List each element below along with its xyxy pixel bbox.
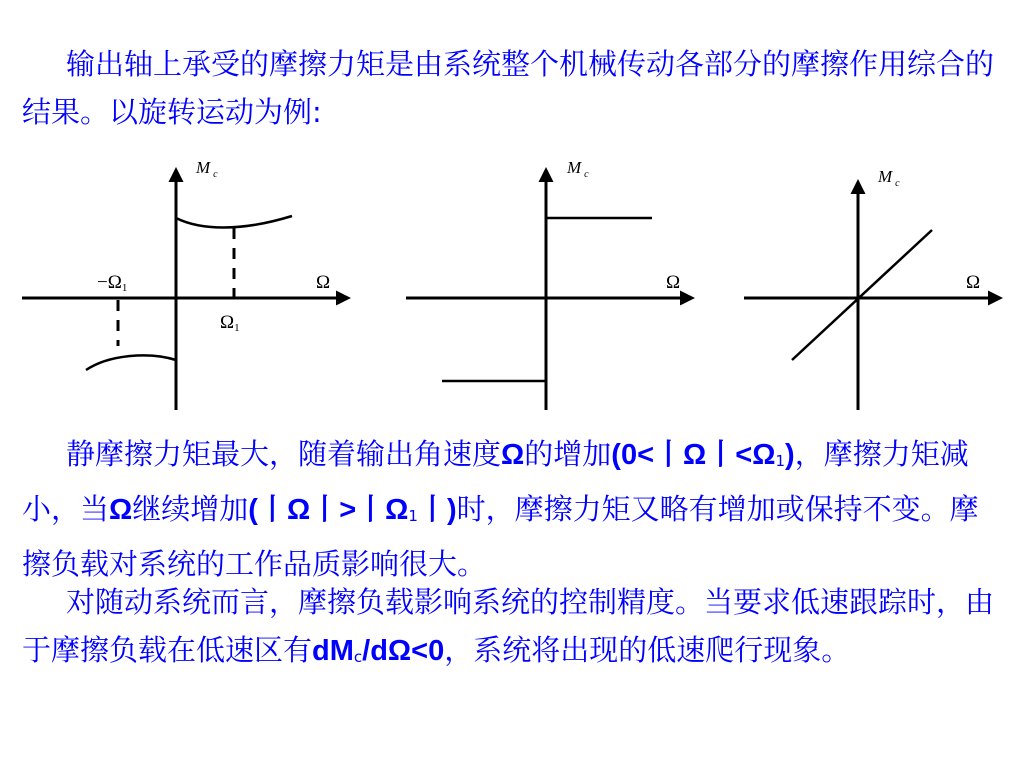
fig3-y-label: M $_c$ (878, 167, 900, 189)
figure-viscous-friction (744, 167, 1000, 410)
static-friction-paragraph: 静摩擦力矩最大，随着输出角速度Ω的增加(0<丨Ω丨$<\Omega_1$)，摩擦力矩减小，当Ω继续增加(丨Ω丨>丨$\Omega_1$丨)时，摩擦力矩又略有增加或保持不变。摩擦负载对系统的工作品质影响很大。 (22, 437, 979, 581)
fig1-positive-curve (176, 216, 292, 228)
fig1-neg-omega1-label: −Ω1 (97, 272, 128, 294)
intro-text: 输出轴上承受的摩擦力矩是由系统整个机械传动各部分的摩擦作用综合的结果。以旋转运动为例: (22, 47, 995, 129)
fig1-x-label: Ω (316, 272, 331, 293)
fig3-x-label: Ω (966, 272, 981, 293)
fig1-omega1-label: Ω1 (220, 312, 240, 334)
intro-paragraph (22, 40, 1007, 136)
friction-torque-diagrams (0, 150, 1024, 420)
fig2-y-label: M $_c$ (567, 158, 589, 180)
figure-coulomb-friction (406, 158, 692, 410)
fig2-x-label: Ω (666, 272, 681, 293)
fig1-negative-curve (86, 355, 176, 370)
servo-system-paragraph: 对随动系统而言，摩擦负载影响系统的控制精度。当要求低速跟踪时，由于摩擦负载在低速区有$dM_c/d\Omega<0$，系统将出现的低速爬行现象。 (22, 585, 995, 667)
fig1-y-label: M $_c$ (196, 158, 218, 180)
fig3-linear-line (792, 230, 932, 360)
figure-stribeck-curve (22, 158, 348, 410)
